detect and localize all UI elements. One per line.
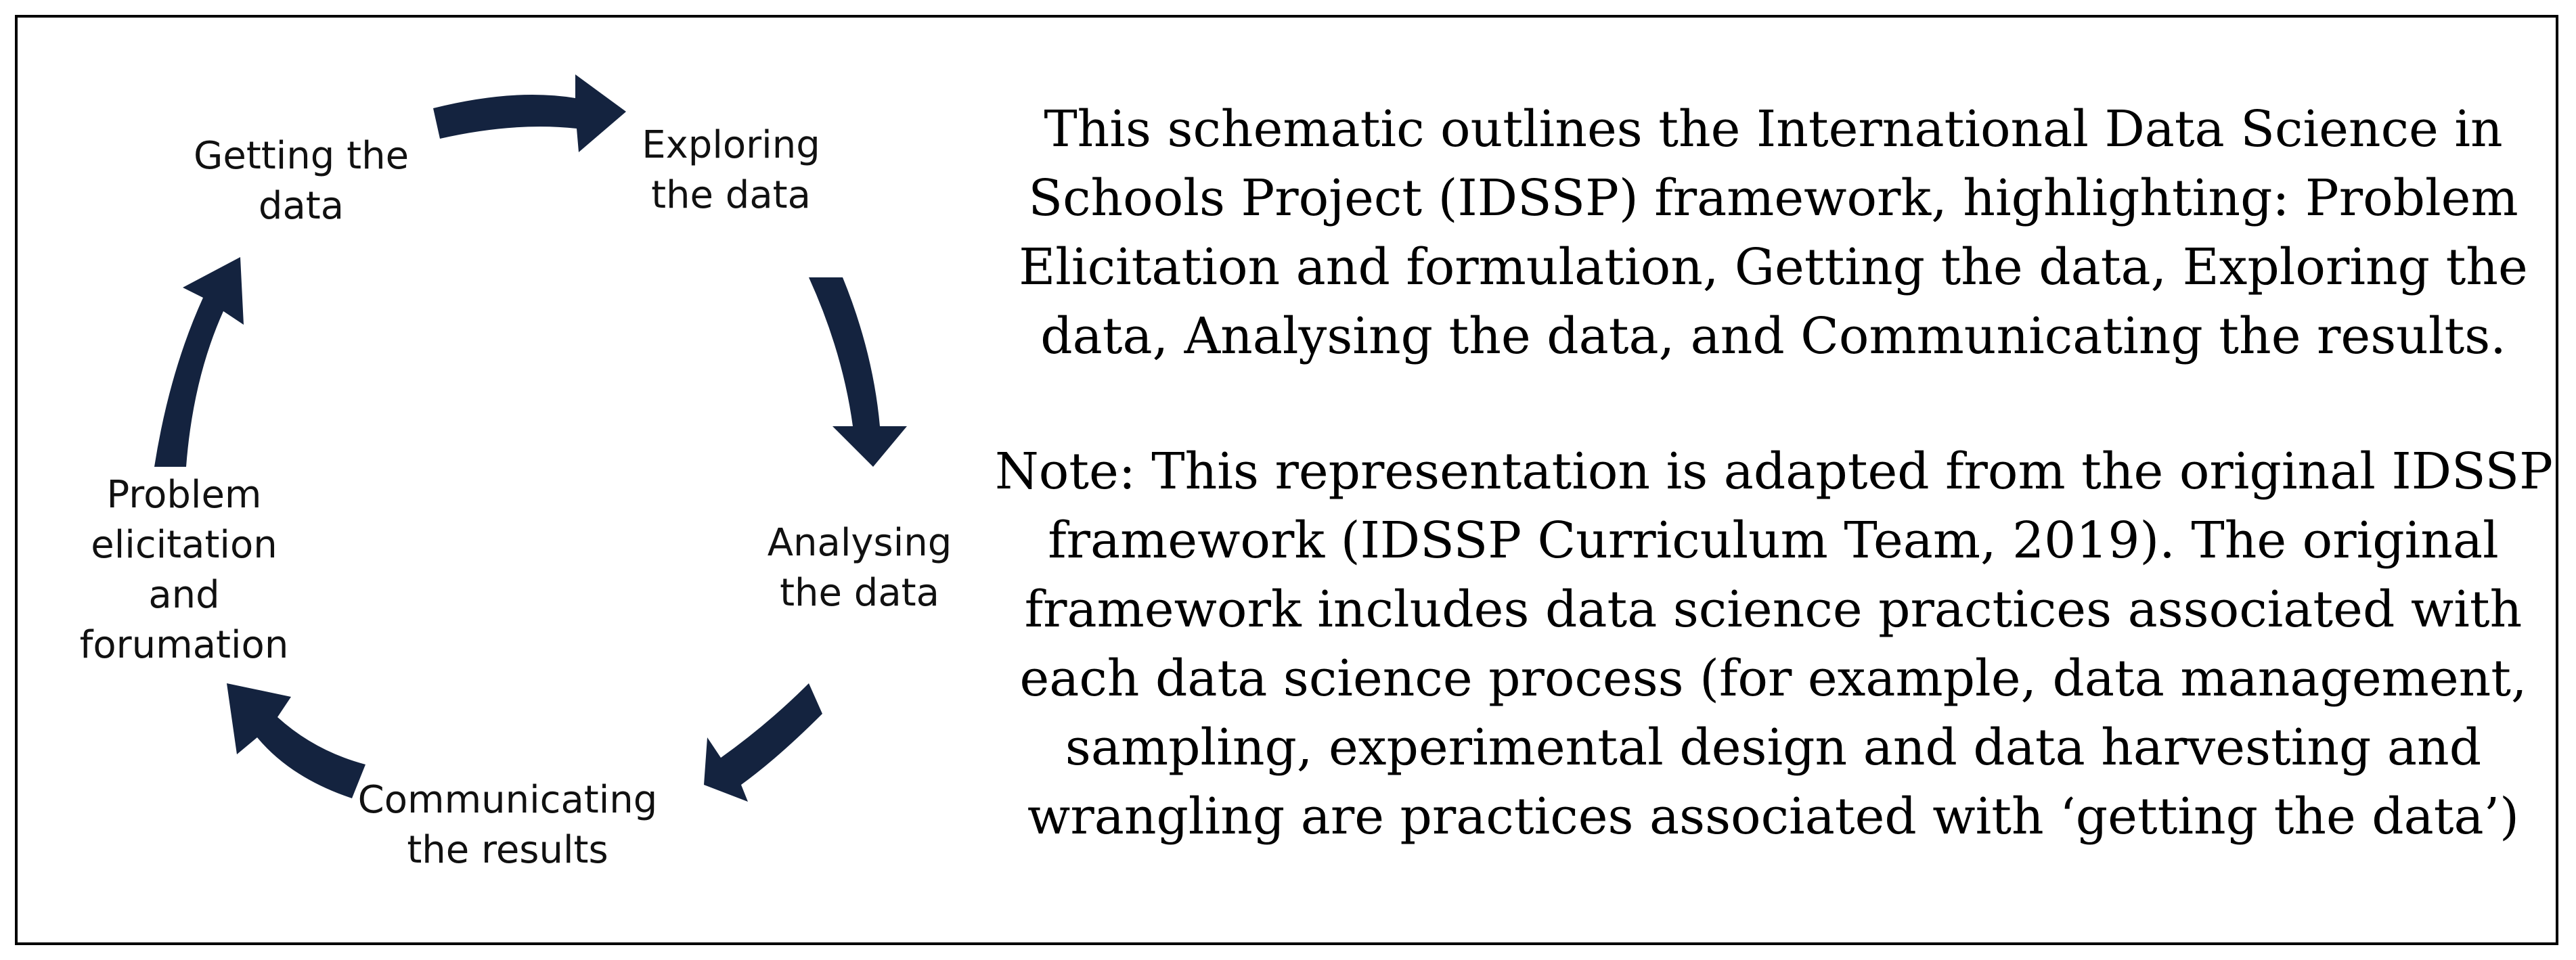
process-cycle-diagram [0,0,1002,960]
arrow-analysing-to-communicating [704,683,822,802]
description-text [995,95,2552,851]
note-line: each data science process (for example, data management, [1019,649,2527,708]
note-line: framework (IDSSP Curriculum Team, 2019). The original [1048,511,2499,570]
arrow-problem-to-getting [154,257,244,467]
arrow-exploring-to-analysing [809,277,907,467]
stage-label-line: data [258,184,345,228]
stage-label-line: forumation [79,623,289,667]
note-paragraph [995,437,2552,851]
arrow-getting-to-exploring [433,74,626,152]
stage-problem-elicitation [80,470,289,670]
stage-label-line: Getting the [193,134,409,178]
stage-exploring-the-data [642,120,820,221]
note-line: framework includes data science practices associated with [1024,580,2523,639]
note-line: sampling, experimental design and data harvesting and [1065,718,2482,777]
stage-analysing-the-data [768,518,952,618]
paragraph-gap [995,371,2552,437]
stage-communicating-the-results [358,775,658,875]
stage-label-line: elicitation [91,523,277,567]
summary-line: This schematic outlines the International Data Science in [1044,100,2503,158]
summary-line: Schools Project (IDSSP) framework, highlighting: Problem [1028,169,2518,227]
summary-paragraph [995,95,2552,371]
summary-line: data, Analysing the data, and Communicating the results. [1040,307,2506,365]
note-line: Note: This representation is adapted from the original IDSSP [995,442,2553,501]
summary-line: Elicitation and formulation, Getting the data, Exploring the [1019,238,2528,296]
stage-label-line: Exploring [642,123,820,167]
stage-label-line: the results [407,828,608,872]
stage-label-line: and [148,573,220,617]
stage-label-line: Problem [106,473,262,517]
stage-label-line: the data [780,571,939,615]
stage-label-line: Communicating [357,778,658,822]
note-line: wrangling are practices associated with ‘getting the data’) [1027,787,2520,846]
stage-label-line: Analysing [767,521,952,565]
arrow-communicating-to-problem [227,683,365,798]
stage-label-line: the data [651,173,811,217]
stage-getting-the-data [194,131,409,231]
